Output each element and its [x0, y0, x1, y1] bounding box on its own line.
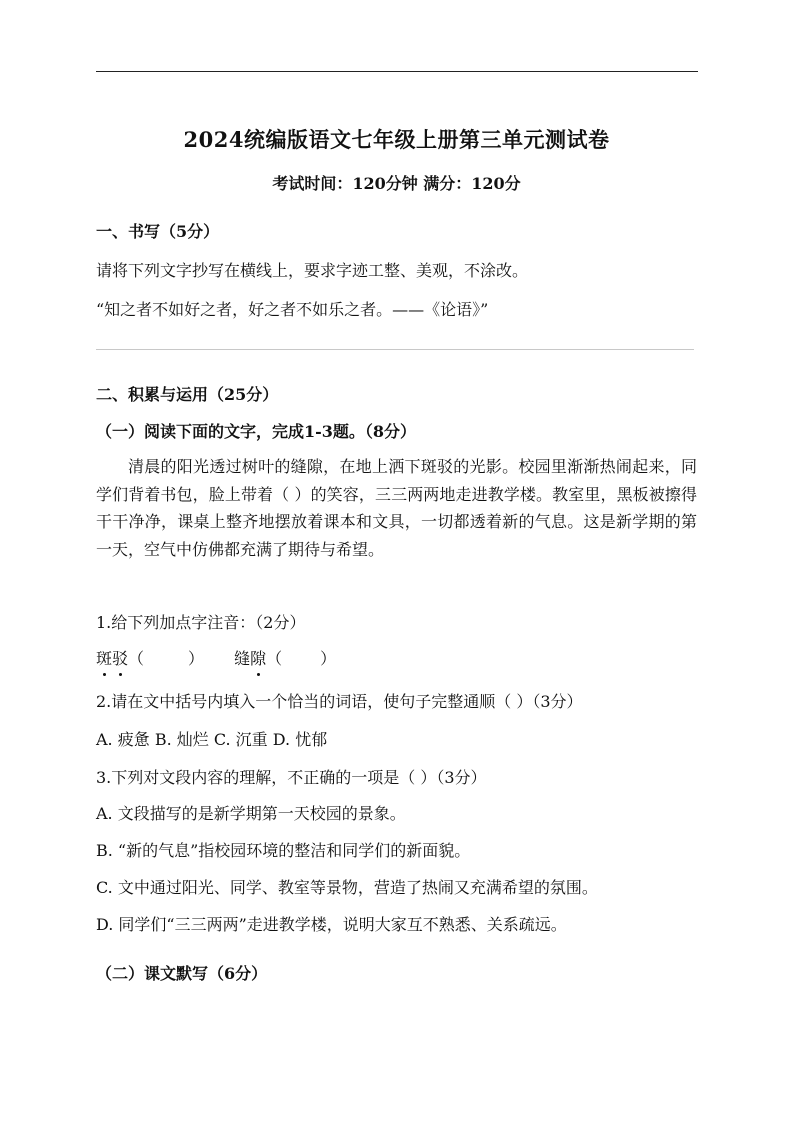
- section-2-heading: 二、积累与运用（25分）: [96, 385, 279, 404]
- exam-info: 考试时间：120分钟 满分：120分: [272, 174, 521, 193]
- plain-char: 缝: [234, 649, 251, 668]
- section-1-quote: “知之者不如好之者，好之者不如乐之者。——《论语》”: [96, 300, 489, 319]
- section-1-heading: 一、书写（5分）: [96, 222, 220, 241]
- pinyin-blank-open: （: [266, 649, 283, 668]
- dotted-char: 隙: [250, 646, 266, 669]
- question-3-option-c: C. 文中通过阳光、同学、教室等景物，营造了热闹又充满希望的氛围。: [96, 878, 598, 897]
- question-3-option-b: B. “新的气息”指校园环境的整洁和同学们的新面貌。: [96, 841, 471, 860]
- pinyin-blank-close: ）: [188, 649, 205, 668]
- pinyin-blank-close: ）: [320, 649, 337, 668]
- question-1-items: [96, 646, 336, 669]
- question-2-stem: 2.请在文中括号内填入一个恰当的词语，使句子完整通顺（ ）（3分）: [96, 692, 583, 711]
- pinyin-blank-open: （: [128, 649, 145, 668]
- section-1-instruction: 请将下列文字抄写在横线上，要求字迹工整、美观，不涂改。: [96, 261, 529, 280]
- copy-answer-line[interactable]: [96, 349, 694, 350]
- question-3-option-a: A. 文段描写的是新学期第一天校园的景象。: [96, 804, 406, 823]
- subsection-1-heading: （一）阅读下面的文字，完成1-3题。（8分）: [96, 422, 417, 441]
- question-3-stem: 3.下列对文段内容的理解，不正确的一项是（ ）（3分）: [96, 768, 487, 787]
- question-3-option-d: D. 同学们“三三两两”走进教学楼，说明大家互不熟悉、关系疏远。: [96, 915, 567, 934]
- reading-passage: 清晨的阳光透过树叶的缝隙，在地上洒下斑驳的光影。校园里渐渐热闹起来，同学们背着书包，脸上带着（ ）的笑容，三三两两地走进教学楼。教室里，黑板被擦得干干净净，课桌上整齐地摆放着课本和文具，一切都透着新的气息。这是新学期的第一天，空气中仿佛都充满了期待与希望。: [96, 457, 697, 559]
- question-1-stem: 1.给下列加点字注音：（2分）: [96, 613, 306, 632]
- dotted-char: 驳: [112, 646, 128, 669]
- page-title: 2024统编版语文七年级上册第三单元测试卷: [183, 127, 610, 152]
- question-2-options: A. 疲惫 B. 灿烂 C. 沉重 D. 忧郁: [96, 730, 328, 749]
- dotted-char: 斑: [96, 646, 112, 669]
- subsection-2-heading: （二）课文默写（6分）: [96, 964, 268, 983]
- header-rule: [96, 71, 698, 72]
